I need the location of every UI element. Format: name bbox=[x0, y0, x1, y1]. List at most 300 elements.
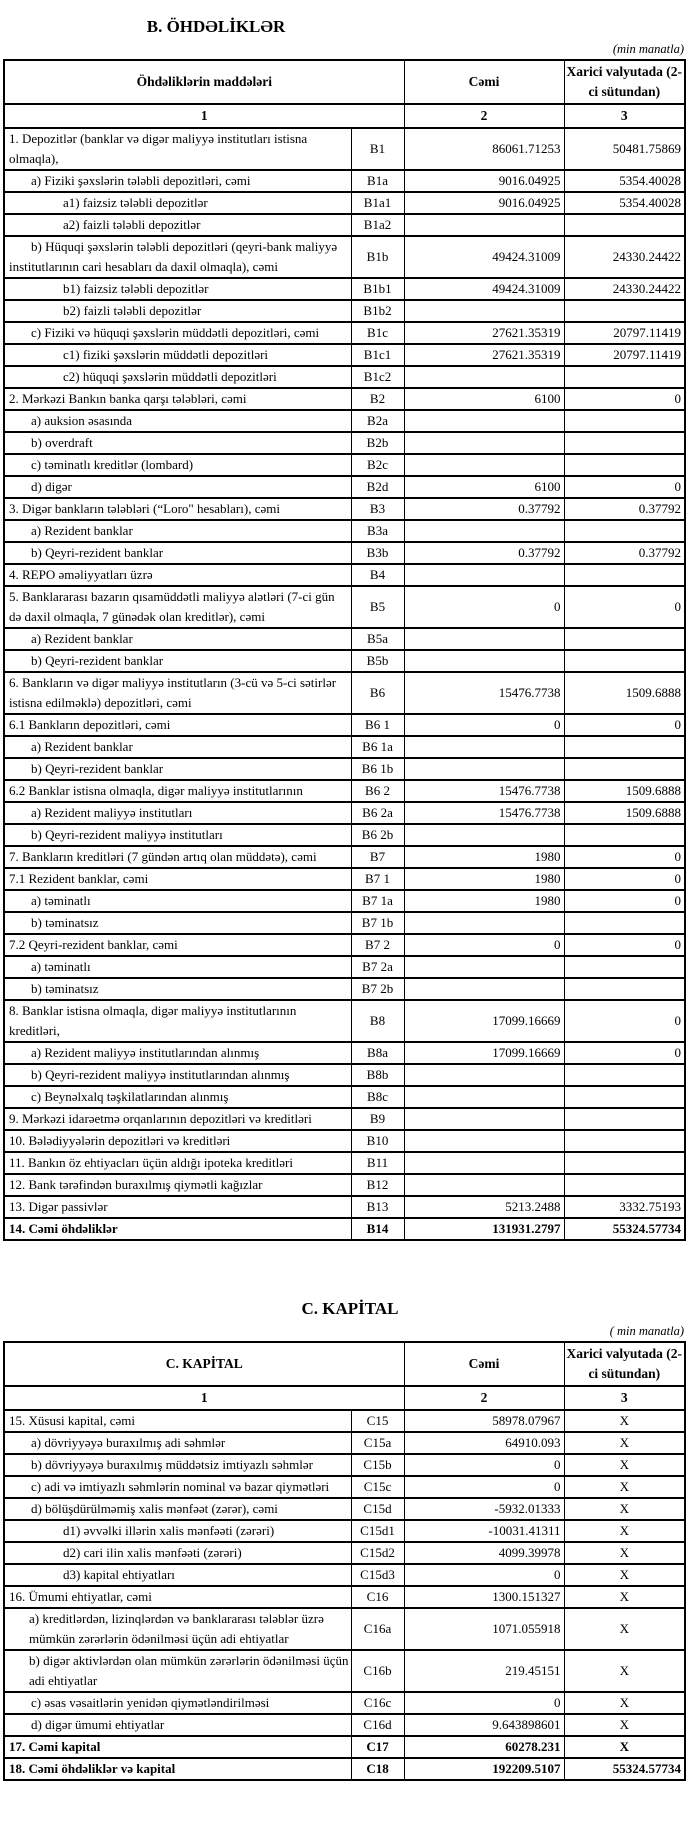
table-row bbox=[4, 1498, 685, 1520]
row-label: 6.2 Banklar istisna olmaqla, digər maliyyə institutlarının bbox=[4, 780, 351, 802]
row-code: B10 bbox=[351, 1130, 404, 1152]
row-total: 1980 bbox=[404, 890, 564, 912]
total-column-header: Cəmi bbox=[404, 60, 564, 104]
row-total: 9.643898601 bbox=[404, 1714, 564, 1736]
row-total bbox=[404, 300, 564, 322]
row-fx: 5354.40028 bbox=[564, 192, 685, 214]
row-code: C16 bbox=[351, 1586, 404, 1608]
row-code: B1 bbox=[351, 128, 404, 170]
row-fx bbox=[564, 432, 685, 454]
row-label: a) dövriyyəyə buraxılmış adi səhmlər bbox=[4, 1432, 351, 1454]
row-total: 27621.35319 bbox=[404, 344, 564, 366]
table-row bbox=[4, 1454, 685, 1476]
table-row bbox=[4, 1432, 685, 1454]
row-code: B6 2b bbox=[351, 824, 404, 846]
row-code: B7 1a bbox=[351, 890, 404, 912]
row-code: B5 bbox=[351, 586, 404, 628]
row-code: B7 1 bbox=[351, 868, 404, 890]
row-label: a) təminatlı bbox=[4, 890, 351, 912]
table-row bbox=[4, 128, 685, 170]
table-row bbox=[4, 1758, 685, 1780]
row-total: 27621.35319 bbox=[404, 322, 564, 344]
table-row bbox=[4, 1520, 685, 1542]
table-row bbox=[4, 736, 685, 758]
row-label: b) Qeyri-rezident maliyyə institutlarından alınmış bbox=[4, 1064, 351, 1086]
row-total bbox=[404, 1064, 564, 1086]
table-row bbox=[4, 1130, 685, 1152]
row-total: 4099.39978 bbox=[404, 1542, 564, 1564]
row-label: a) Rezident maliyyə institutlarından alınmış bbox=[4, 1042, 351, 1064]
table-row bbox=[4, 344, 685, 366]
table-row bbox=[4, 1108, 685, 1130]
row-code: B2 bbox=[351, 388, 404, 410]
row-total bbox=[404, 1152, 564, 1174]
row-total: 17099.16669 bbox=[404, 1042, 564, 1064]
row-label: 7. Bankların kreditləri (7 gündən artıq olan müddətə), cəmi bbox=[4, 846, 351, 868]
row-total: 1980 bbox=[404, 868, 564, 890]
table-row bbox=[4, 366, 685, 388]
row-label: a) Rezident banklar bbox=[4, 628, 351, 650]
row-total: 1071.055918 bbox=[404, 1608, 564, 1650]
row-label: b2) faizli tələbli depozitlər bbox=[4, 300, 351, 322]
row-fx: X bbox=[564, 1650, 685, 1692]
row-label: b) Qeyri-rezident banklar bbox=[4, 650, 351, 672]
row-total bbox=[404, 214, 564, 236]
table-row bbox=[4, 564, 685, 586]
fx-column-header: Xarici valyutada (2-ci sütundan) bbox=[564, 60, 685, 104]
row-code: B2c bbox=[351, 454, 404, 476]
table-row bbox=[4, 214, 685, 236]
table-row bbox=[4, 650, 685, 672]
row-total: 0 bbox=[404, 1454, 564, 1476]
row-code: C15d3 bbox=[351, 1564, 404, 1586]
row-code: C15c bbox=[351, 1476, 404, 1498]
row-total bbox=[404, 736, 564, 758]
row-code: B1a bbox=[351, 170, 404, 192]
row-fx: 55324.57734 bbox=[564, 1758, 685, 1780]
row-code: C18 bbox=[351, 1758, 404, 1780]
table-row bbox=[4, 1714, 685, 1736]
row-code: B12 bbox=[351, 1174, 404, 1196]
table-row bbox=[4, 1042, 685, 1064]
row-total bbox=[404, 978, 564, 1000]
row-code: B8b bbox=[351, 1064, 404, 1086]
table-row bbox=[4, 1650, 685, 1692]
row-total: 49424.31009 bbox=[404, 236, 564, 278]
row-label: b) digər aktivlərdən olan mümkün zərərlərin ödənilməsi üçün adi ehtiyatlar bbox=[4, 1650, 351, 1692]
row-label: a) auksion əsasında bbox=[4, 410, 351, 432]
row-fx: 0 bbox=[564, 890, 685, 912]
row-total: 17099.16669 bbox=[404, 1000, 564, 1042]
row-fx: X bbox=[564, 1608, 685, 1650]
row-total: 0 bbox=[404, 1476, 564, 1498]
row-label: b) təminatsız bbox=[4, 912, 351, 934]
row-fx: X bbox=[564, 1692, 685, 1714]
row-fx: X bbox=[564, 1714, 685, 1736]
row-fx: X bbox=[564, 1586, 685, 1608]
row-code: B2a bbox=[351, 410, 404, 432]
table-row bbox=[4, 1586, 685, 1608]
liabilities-table bbox=[3, 59, 686, 1241]
row-total bbox=[404, 564, 564, 586]
capital-header-row bbox=[4, 1342, 685, 1386]
row-fx bbox=[564, 912, 685, 934]
row-code: B7 1b bbox=[351, 912, 404, 934]
row-label: 5. Banklararası bazarın qısamüddətli maliyyə alətləri (7-ci gün də daxil olmaqla, 7 günədək olan kreditlər), cəmi bbox=[4, 586, 351, 628]
row-code: B7 2a bbox=[351, 956, 404, 978]
table-row bbox=[4, 432, 685, 454]
row-fx bbox=[564, 956, 685, 978]
row-code: B7 2 bbox=[351, 934, 404, 956]
row-code: C15 bbox=[351, 1410, 404, 1432]
row-total bbox=[404, 1108, 564, 1130]
row-code: C16d bbox=[351, 1714, 404, 1736]
row-label: 1. Depozitlər (banklar və digər maliyyə institutları istisna olmaqla), bbox=[4, 128, 351, 170]
row-label: a2) faizli tələbli depozitlər bbox=[4, 214, 351, 236]
table-row bbox=[4, 1000, 685, 1042]
row-label: c) adi və imtiyazlı səhmlərin nominal və bazar qiymətləri bbox=[4, 1476, 351, 1498]
row-code: B3a bbox=[351, 520, 404, 542]
row-code: B8a bbox=[351, 1042, 404, 1064]
table-row bbox=[4, 410, 685, 432]
row-fx bbox=[564, 214, 685, 236]
table-row bbox=[4, 498, 685, 520]
row-label: 11. Bankın öz ehtiyacları üçün aldığı ipoteka kreditləri bbox=[4, 1152, 351, 1174]
row-total bbox=[404, 410, 564, 432]
row-fx: X bbox=[564, 1542, 685, 1564]
table-row bbox=[4, 1064, 685, 1086]
row-label: d) bölüşdürülməmiş xalis mənfəət (zərər), cəmi bbox=[4, 1498, 351, 1520]
row-total: 15476.7738 bbox=[404, 802, 564, 824]
row-label: a) Rezident banklar bbox=[4, 520, 351, 542]
row-label: c2) hüquqi şəxslərin müddətli depozitləri bbox=[4, 366, 351, 388]
row-fx: 0.37792 bbox=[564, 498, 685, 520]
table-row bbox=[4, 1542, 685, 1564]
row-label: b) Hüquqi şəxslərin tələbli depozitləri (qeyri-bank maliyyə institutlarının cari hesabları da daxil olmaqla), cəmi bbox=[4, 236, 351, 278]
items-column-header: Öhdəliklərin maddələri bbox=[4, 60, 404, 104]
table-row bbox=[4, 868, 685, 890]
table-row bbox=[4, 1608, 685, 1650]
row-fx: 0 bbox=[564, 388, 685, 410]
colnum-2: 2 bbox=[404, 1386, 564, 1410]
row-code: B5a bbox=[351, 628, 404, 650]
row-fx: 0 bbox=[564, 846, 685, 868]
row-total: 192209.5107 bbox=[404, 1758, 564, 1780]
row-code: C15d2 bbox=[351, 1542, 404, 1564]
row-code: B1b1 bbox=[351, 278, 404, 300]
row-fx: X bbox=[564, 1476, 685, 1498]
row-label: b) təminatsız bbox=[4, 978, 351, 1000]
row-code: B5b bbox=[351, 650, 404, 672]
row-code: B2d bbox=[351, 476, 404, 498]
row-label: a) kreditlərdən, lizinqlərdən və banklararası tələblər üzrə mümkün zərərlərin ödənilməsi üçün adi ehtiyatlar bbox=[4, 1608, 351, 1650]
row-fx bbox=[564, 824, 685, 846]
row-label: b) Qeyri-rezident banklar bbox=[4, 758, 351, 780]
table-row bbox=[4, 1086, 685, 1108]
row-code: B1b bbox=[351, 236, 404, 278]
row-total bbox=[404, 1130, 564, 1152]
row-total: 0 bbox=[404, 1564, 564, 1586]
capital-colnum-row bbox=[4, 1386, 685, 1410]
fx-column-header: Xarici valyutada (2-ci sütundan) bbox=[564, 1342, 685, 1386]
row-code: B8c bbox=[351, 1086, 404, 1108]
row-fx: X bbox=[564, 1410, 685, 1432]
row-fx: 0 bbox=[564, 868, 685, 890]
row-code: B6 1a bbox=[351, 736, 404, 758]
table-row bbox=[4, 1736, 685, 1758]
table-row bbox=[4, 586, 685, 628]
row-total: 9016.04925 bbox=[404, 170, 564, 192]
row-label: d1) əvvəlki illərin xalis mənfəəti (zərəri) bbox=[4, 1520, 351, 1542]
row-label: 15. Xüsusi kapital, cəmi bbox=[4, 1410, 351, 1432]
row-label: 4. REPO əməliyyatları üzrə bbox=[4, 564, 351, 586]
row-fx bbox=[564, 1108, 685, 1130]
row-label: d) digər ümumi ehtiyatlar bbox=[4, 1714, 351, 1736]
row-label: a) Rezident banklar bbox=[4, 736, 351, 758]
table-row bbox=[4, 758, 685, 780]
row-total: 64910.093 bbox=[404, 1432, 564, 1454]
row-fx: X bbox=[564, 1736, 685, 1758]
row-label: 3. Digər bankların tələbləri (“Loro" hesabları), cəmi bbox=[4, 498, 351, 520]
row-total: 60278.231 bbox=[404, 1736, 564, 1758]
capital-table bbox=[3, 1341, 686, 1781]
row-label: d2) cari ilin xalis mənfəəti (zərəri) bbox=[4, 1542, 351, 1564]
section-c-unit-note: ( min manatla) bbox=[609, 1324, 684, 1338]
liabilities-colnum-row bbox=[4, 104, 685, 128]
table-row bbox=[4, 628, 685, 650]
row-code: C15d1 bbox=[351, 1520, 404, 1542]
table-row bbox=[4, 802, 685, 824]
row-code: B3 bbox=[351, 498, 404, 520]
row-total bbox=[404, 956, 564, 978]
total-column-header: Cəmi bbox=[404, 1342, 564, 1386]
row-label: 6. Bankların və digər maliyyə institutların (3-cü və 5-ci sətirlər istisna edilməklə) depozitləri, cəmi bbox=[4, 672, 351, 714]
row-fx: 0 bbox=[564, 934, 685, 956]
row-fx: 1509.6888 bbox=[564, 802, 685, 824]
row-code: C15d bbox=[351, 1498, 404, 1520]
row-fx bbox=[564, 1130, 685, 1152]
row-fx: 5354.40028 bbox=[564, 170, 685, 192]
row-label: b) dövriyyəyə buraxılmış müddətsiz imtiyazlı səhmlər bbox=[4, 1454, 351, 1476]
table-row bbox=[4, 1174, 685, 1196]
row-code: C15b bbox=[351, 1454, 404, 1476]
row-code: B11 bbox=[351, 1152, 404, 1174]
row-label: a) Rezident maliyyə institutları bbox=[4, 802, 351, 824]
row-total: 0 bbox=[404, 714, 564, 736]
table-row bbox=[4, 1152, 685, 1174]
row-code: B2b bbox=[351, 432, 404, 454]
table-row bbox=[4, 714, 685, 736]
table-row bbox=[4, 1476, 685, 1498]
row-total: 0 bbox=[404, 586, 564, 628]
table-row bbox=[4, 236, 685, 278]
row-total: 1980 bbox=[404, 846, 564, 868]
row-total bbox=[404, 650, 564, 672]
row-fx bbox=[564, 366, 685, 388]
row-fx: 1509.6888 bbox=[564, 780, 685, 802]
row-code: B13 bbox=[351, 1196, 404, 1218]
row-fx bbox=[564, 978, 685, 1000]
row-total: 58978.07967 bbox=[404, 1410, 564, 1432]
row-fx bbox=[564, 758, 685, 780]
row-fx: 0 bbox=[564, 714, 685, 736]
row-total bbox=[404, 432, 564, 454]
row-fx: 3332.75193 bbox=[564, 1196, 685, 1218]
table-row bbox=[4, 912, 685, 934]
row-total: 1300.151327 bbox=[404, 1586, 564, 1608]
row-fx: X bbox=[564, 1498, 685, 1520]
row-label: 16. Ümumi ehtiyatlar, cəmi bbox=[4, 1586, 351, 1608]
row-label: 7.2 Qeyri-rezident banklar, cəmi bbox=[4, 934, 351, 956]
row-label: b) Qeyri-rezident maliyyə institutları bbox=[4, 824, 351, 846]
row-label: 2. Mərkəzi Bankın banka qarşı tələbləri, cəmi bbox=[4, 388, 351, 410]
row-total: 0 bbox=[404, 934, 564, 956]
row-fx bbox=[564, 1174, 685, 1196]
row-fx: 24330.24422 bbox=[564, 278, 685, 300]
row-label: c) Beynəlxalq təşkilatlarından alınmış bbox=[4, 1086, 351, 1108]
colnum-3: 3 bbox=[564, 1386, 685, 1410]
row-total bbox=[404, 1174, 564, 1196]
table-row bbox=[4, 934, 685, 956]
colnum-1: 1 bbox=[4, 104, 404, 128]
row-total: 0 bbox=[404, 1692, 564, 1714]
colnum-2: 2 bbox=[404, 104, 564, 128]
row-code: B1a1 bbox=[351, 192, 404, 214]
row-label: 13. Digər passivlər bbox=[4, 1196, 351, 1218]
row-code: C16c bbox=[351, 1692, 404, 1714]
row-code: B6 1 bbox=[351, 714, 404, 736]
row-total: 0.37792 bbox=[404, 498, 564, 520]
row-total: 86061.71253 bbox=[404, 128, 564, 170]
row-fx bbox=[564, 300, 685, 322]
table-row bbox=[4, 322, 685, 344]
row-total: 15476.7738 bbox=[404, 780, 564, 802]
section-c-title: C. KAPİTAL bbox=[301, 1299, 399, 1318]
colnum-3: 3 bbox=[564, 104, 685, 128]
row-label: c1) fiziki şəxslərin müddətli depozitləri bbox=[4, 344, 351, 366]
row-label: b1) faizsiz tələbli depozitlər bbox=[4, 278, 351, 300]
row-fx bbox=[564, 454, 685, 476]
row-label: c) Fiziki və hüquqi şəxslərin müddətli depozitləri, cəmi bbox=[4, 322, 351, 344]
row-total: -10031.41311 bbox=[404, 1520, 564, 1542]
row-code: C15a bbox=[351, 1432, 404, 1454]
row-total bbox=[404, 454, 564, 476]
row-label: 7.1 Rezident banklar, cəmi bbox=[4, 868, 351, 890]
row-code: C17 bbox=[351, 1736, 404, 1758]
row-fx bbox=[564, 628, 685, 650]
row-code: B6 2a bbox=[351, 802, 404, 824]
row-fx: 0 bbox=[564, 1042, 685, 1064]
row-label: c) təminatlı kreditlər (lombard) bbox=[4, 454, 351, 476]
row-code: C16a bbox=[351, 1608, 404, 1650]
liabilities-header-row bbox=[4, 60, 685, 104]
row-fx: X bbox=[564, 1564, 685, 1586]
row-code: B1b2 bbox=[351, 300, 404, 322]
row-fx bbox=[564, 520, 685, 542]
row-label: d) digər bbox=[4, 476, 351, 498]
row-code: C16b bbox=[351, 1650, 404, 1692]
row-fx bbox=[564, 650, 685, 672]
row-fx: 24330.24422 bbox=[564, 236, 685, 278]
row-code: B7 bbox=[351, 846, 404, 868]
table-row bbox=[4, 300, 685, 322]
table-row bbox=[4, 780, 685, 802]
row-total bbox=[404, 628, 564, 650]
section-b-title: B. ÖHDƏLİKLƏR bbox=[146, 17, 286, 36]
row-total: 131931.2797 bbox=[404, 1218, 564, 1240]
table-row bbox=[4, 824, 685, 846]
row-fx: 50481.75869 bbox=[564, 128, 685, 170]
row-label: 14. Cəmi öhdəliklər bbox=[4, 1218, 351, 1240]
table-row bbox=[4, 1692, 685, 1714]
row-fx: 20797.11419 bbox=[564, 322, 685, 344]
row-total: 15476.7738 bbox=[404, 672, 564, 714]
row-code: B7 2b bbox=[351, 978, 404, 1000]
table-row bbox=[4, 672, 685, 714]
row-code: B8 bbox=[351, 1000, 404, 1042]
row-total bbox=[404, 758, 564, 780]
row-total: 6100 bbox=[404, 476, 564, 498]
row-fx: 20797.11419 bbox=[564, 344, 685, 366]
table-row bbox=[4, 170, 685, 192]
table-row bbox=[4, 1564, 685, 1586]
row-fx: X bbox=[564, 1454, 685, 1476]
row-label: d3) kapital ehtiyatları bbox=[4, 1564, 351, 1586]
row-code: B9 bbox=[351, 1108, 404, 1130]
row-total: 5213.2488 bbox=[404, 1196, 564, 1218]
row-label: a1) faizsiz tələbli depozitlər bbox=[4, 192, 351, 214]
table-row bbox=[4, 1218, 685, 1240]
row-label: 8. Banklar istisna olmaqla, digər maliyyə institutlarının kreditləri, bbox=[4, 1000, 351, 1042]
row-fx bbox=[564, 1152, 685, 1174]
row-total: 49424.31009 bbox=[404, 278, 564, 300]
row-code: B6 2 bbox=[351, 780, 404, 802]
table-row bbox=[4, 978, 685, 1000]
row-fx: 0 bbox=[564, 586, 685, 628]
row-code: B6 1b bbox=[351, 758, 404, 780]
row-label: c) əsas vəsaitlərin yenidən qiymətləndirilməsi bbox=[4, 1692, 351, 1714]
row-fx bbox=[564, 410, 685, 432]
row-total bbox=[404, 1086, 564, 1108]
row-fx: 0 bbox=[564, 1000, 685, 1042]
row-label: 12. Bank tərəfindən buraxılmış qiymətli kağızlar bbox=[4, 1174, 351, 1196]
row-fx bbox=[564, 736, 685, 758]
items-column-header: C. KAPİTAL bbox=[4, 1342, 404, 1386]
row-code: B1c2 bbox=[351, 366, 404, 388]
row-fx bbox=[564, 564, 685, 586]
row-fx: 0.37792 bbox=[564, 542, 685, 564]
row-code: B1c bbox=[351, 322, 404, 344]
row-fx: 1509.6888 bbox=[564, 672, 685, 714]
table-row bbox=[4, 476, 685, 498]
row-total: 219.45151 bbox=[404, 1650, 564, 1692]
section-b-unit-note: (min manatla) bbox=[612, 42, 684, 56]
table-row bbox=[4, 846, 685, 868]
row-code: B3b bbox=[351, 542, 404, 564]
row-total bbox=[404, 824, 564, 846]
row-total: 0.37792 bbox=[404, 542, 564, 564]
table-row bbox=[4, 1196, 685, 1218]
row-code: B6 bbox=[351, 672, 404, 714]
row-fx bbox=[564, 1064, 685, 1086]
table-row bbox=[4, 278, 685, 300]
row-label: 18. Cəmi öhdəliklər və kapital bbox=[4, 1758, 351, 1780]
row-label: 6.1 Bankların depozitləri, cəmi bbox=[4, 714, 351, 736]
table-row bbox=[4, 388, 685, 410]
row-fx: 0 bbox=[564, 476, 685, 498]
table-row bbox=[4, 542, 685, 564]
table-row bbox=[4, 192, 685, 214]
